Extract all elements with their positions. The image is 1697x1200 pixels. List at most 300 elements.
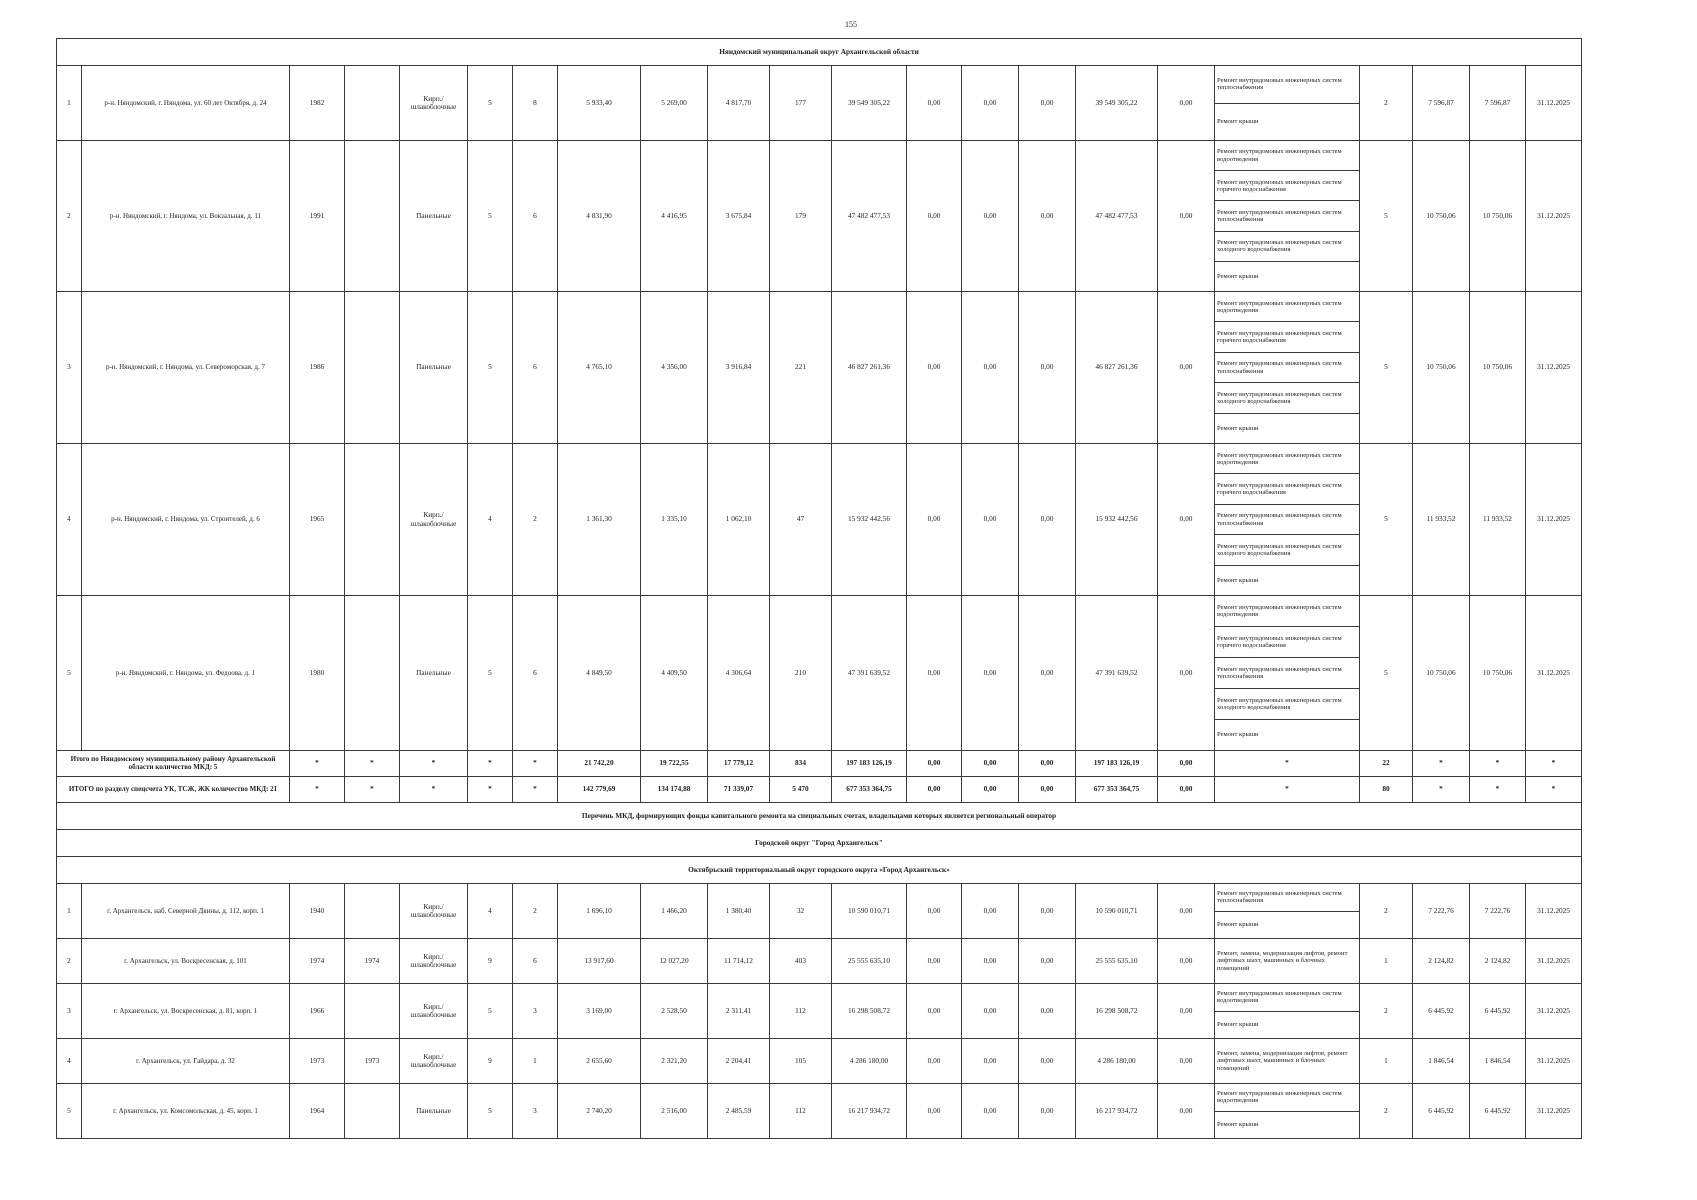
total-value: * <box>513 751 558 777</box>
work-item: Ремонт внутридомовых инженерных систем горячего водоснабжения <box>1215 171 1359 201</box>
living-area-all: 4 416,95 <box>641 141 708 292</box>
row-number: 3 <box>57 292 82 444</box>
floor-count: 9 <box>468 939 513 984</box>
work-item: Ремонт внутридомовых инженерных систем холодного водоснабжения <box>1215 383 1359 413</box>
year-rebuilt <box>345 444 400 596</box>
fund-3: 0,00 <box>1019 939 1076 984</box>
work-item: Ремонт внутридомовых инженерных систем водоотведения <box>1215 1084 1359 1112</box>
year-rebuilt: 1974 <box>345 939 400 984</box>
wall-material: Кирп./ шлакоблочные <box>400 1039 468 1084</box>
year-built: 1980 <box>290 596 345 751</box>
max-cost: 6 445,92 <box>1470 1084 1526 1139</box>
total-value: * <box>290 751 345 777</box>
work-item: Ремонт крыши <box>1217 1121 1259 1129</box>
resident-count: 105 <box>770 1039 832 1084</box>
house-address: г. Архангельск, ул. Воскресенская, д. 81, корп. 1 <box>82 984 290 1039</box>
works-count: 2 <box>1360 1084 1413 1139</box>
section-title: Октябрьский территориальный округ городского округа «Город Архангельск» <box>57 857 1582 884</box>
total-value: 5 470 <box>770 777 832 803</box>
works-list <box>1215 141 1360 292</box>
fund-2: 0,00 <box>962 939 1019 984</box>
fund-3: 0,00 <box>1019 292 1076 444</box>
works-list <box>1215 1084 1360 1139</box>
living-area-residential: 11 714,12 <box>708 939 770 984</box>
total-area: 13 917,60 <box>558 939 641 984</box>
wall-material: Кирп./ шлакоблочные <box>400 444 468 596</box>
living-area-all: 2 516,00 <box>641 1084 708 1139</box>
resident-count: 403 <box>770 939 832 984</box>
work-item: Ремонт внутридомовых инженерных систем водоотведения <box>1215 292 1359 322</box>
fund-2: 0,00 <box>962 292 1019 444</box>
owners-funds: 16 298 508,72 <box>1076 984 1158 1039</box>
works-stack <box>1215 66 1359 140</box>
year-built: 1986 <box>290 292 345 444</box>
end-date: 31.12.2025 <box>1526 1084 1582 1139</box>
wall-material: Панельные <box>400 292 468 444</box>
owners-funds: 16 217 934,72 <box>1076 1084 1158 1139</box>
row-number: 5 <box>57 596 82 751</box>
year-rebuilt <box>345 884 400 939</box>
works-count: 2 <box>1360 884 1413 939</box>
table-row <box>57 596 1582 751</box>
total-cost: 16 298 508,72 <box>832 984 907 1039</box>
fund-1: 0,00 <box>907 939 962 984</box>
living-area-residential: 1 062,10 <box>708 444 770 596</box>
table-row <box>57 1084 1582 1139</box>
total-value: 0,00 <box>962 777 1019 803</box>
fund-1: 0,00 <box>907 984 962 1039</box>
year-built: 1982 <box>290 66 345 141</box>
total-value: * <box>1413 751 1470 777</box>
row-number: 4 <box>57 1039 82 1084</box>
wall-material: Кирп./ шлакоблочные <box>400 984 468 1039</box>
section-title: Няндомский муниципальный округ Архангельской области <box>57 39 1582 66</box>
total-area: 1 696,10 <box>558 884 641 939</box>
total-value: * <box>468 777 513 803</box>
work-item: Ремонт внутридомовых инженерных систем водоотведения <box>1215 444 1359 474</box>
fund-3: 0,00 <box>1019 884 1076 939</box>
table-row <box>57 884 1582 939</box>
works-list <box>1215 292 1360 444</box>
fund-3: 0,00 <box>1019 596 1076 751</box>
entrance-count: 2 <box>513 444 558 596</box>
total-label: ИТОГО по разделу спецсчета УК, ТСЖ, ЖК количество МКД: 21 <box>57 777 290 803</box>
floor-count: 9 <box>468 1039 513 1084</box>
unit-cost: 0,00 <box>1158 66 1215 141</box>
specific-cost: 11 933,52 <box>1413 444 1470 596</box>
fund-2: 0,00 <box>962 984 1019 1039</box>
fund-1: 0,00 <box>907 1084 962 1139</box>
living-area-residential: 2 311,41 <box>708 984 770 1039</box>
work-item: Ремонт внутридомовых инженерных систем теплоснабжения <box>1215 884 1359 912</box>
fund-1: 0,00 <box>907 292 962 444</box>
fund-2: 0,00 <box>962 1084 1019 1139</box>
total-value: * <box>400 777 468 803</box>
work-item: Ремонт, замена, модернизация лифтов, ремонт лифтовых шахт, машинных и блочных помещений <box>1217 950 1348 972</box>
total-value: 80 <box>1360 777 1413 803</box>
works-list <box>1215 596 1360 751</box>
total-area: 2 740,20 <box>558 1084 641 1139</box>
works-stack <box>1215 884 1359 938</box>
total-area: 5 933,40 <box>558 66 641 141</box>
work-item: Ремонт внутридомовых инженерных систем теплоснабжения <box>1215 353 1359 383</box>
entrance-count: 1 <box>513 1039 558 1084</box>
resident-count: 47 <box>770 444 832 596</box>
total-value: * <box>1470 751 1526 777</box>
work-item: Ремонт внутридомовых инженерных систем теплоснабжения <box>1215 505 1359 535</box>
works-stack <box>1215 444 1359 595</box>
row-number: 2 <box>57 939 82 984</box>
living-area-all: 4 409,50 <box>641 596 708 751</box>
floor-count: 5 <box>468 66 513 141</box>
total-value: 677 353 364,75 <box>832 777 907 803</box>
owners-funds: 4 286 180,00 <box>1076 1039 1158 1084</box>
row-number: 1 <box>57 884 82 939</box>
owners-funds: 47 391 639,52 <box>1076 596 1158 751</box>
row-number: 5 <box>57 1084 82 1139</box>
work-item: Ремонт внутридомовых инженерных систем водоотведения <box>1215 984 1359 1012</box>
total-value: * <box>345 777 400 803</box>
works-count: 5 <box>1360 292 1413 444</box>
total-row <box>57 751 1582 777</box>
year-rebuilt: 1973 <box>345 1039 400 1084</box>
works-count: 1 <box>1360 939 1413 984</box>
table-row <box>57 141 1582 292</box>
total-cost: 47 482 477,53 <box>832 141 907 292</box>
total-value: 17 779,12 <box>708 751 770 777</box>
end-date: 31.12.2025 <box>1526 444 1582 596</box>
row-number: 1 <box>57 66 82 141</box>
specific-cost: 10 750,06 <box>1413 292 1470 444</box>
works-count: 2 <box>1360 66 1413 141</box>
works-count: 2 <box>1360 984 1413 1039</box>
year-rebuilt <box>345 1084 400 1139</box>
total-area: 4 765,10 <box>558 292 641 444</box>
end-date: 31.12.2025 <box>1526 884 1582 939</box>
total-value: * <box>1215 777 1360 803</box>
house-address: г. Архангельск, наб. Северной Двины, д. 112, корп. 1 <box>82 884 290 939</box>
works-list <box>1215 66 1360 141</box>
works-list <box>1215 444 1360 596</box>
unit-cost: 0,00 <box>1158 1084 1215 1139</box>
floor-count: 5 <box>468 596 513 751</box>
wall-material: Кирп./ шлакоблочные <box>400 66 468 141</box>
fund-2: 0,00 <box>962 884 1019 939</box>
fund-1: 0,00 <box>907 884 962 939</box>
total-value: 197 183 126,19 <box>832 751 907 777</box>
works-stack <box>1215 1039 1359 1083</box>
fund-1: 0,00 <box>907 596 962 751</box>
table-row <box>57 292 1582 444</box>
fund-3: 0,00 <box>1019 984 1076 1039</box>
floor-count: 5 <box>468 984 513 1039</box>
year-built: 1940 <box>290 884 345 939</box>
section-title: Перечень МКД, формирующих фонды капитального ремонта на специальных счетах, владельцами которых является региональный оператор <box>57 803 1582 830</box>
floor-count: 5 <box>468 141 513 292</box>
total-value: * <box>1526 777 1582 803</box>
owners-funds: 15 932 442,56 <box>1076 444 1158 596</box>
entrance-count: 6 <box>513 141 558 292</box>
total-value: * <box>1526 751 1582 777</box>
unit-cost: 0,00 <box>1158 596 1215 751</box>
total-cost: 25 555 635,10 <box>832 939 907 984</box>
table-row <box>57 444 1582 596</box>
end-date: 31.12.2025 <box>1526 939 1582 984</box>
fund-2: 0,00 <box>962 596 1019 751</box>
row-number: 3 <box>57 984 82 1039</box>
wall-material: Кирп./ шлакоблочные <box>400 939 468 984</box>
total-area: 4 849,50 <box>558 596 641 751</box>
total-area: 2 655,60 <box>558 1039 641 1084</box>
living-area-residential: 3 916,84 <box>708 292 770 444</box>
work-item: Ремонт внутридомовых инженерных систем водоотведения <box>1215 596 1359 627</box>
work-item: Ремонт внутридомовых инженерных систем холодного водоснабжения <box>1215 689 1359 720</box>
end-date: 31.12.2025 <box>1526 66 1582 141</box>
year-built: 1974 <box>290 939 345 984</box>
fund-2: 0,00 <box>962 66 1019 141</box>
works-list <box>1215 984 1360 1039</box>
year-built: 1964 <box>290 1084 345 1139</box>
house-address: г. Архангельск, ул. Гайдара, д. 32 <box>82 1039 290 1084</box>
entrance-count: 2 <box>513 884 558 939</box>
fund-1: 0,00 <box>907 1039 962 1084</box>
year-built: 1973 <box>290 1039 345 1084</box>
end-date: 31.12.2025 <box>1526 984 1582 1039</box>
max-cost: 11 933,52 <box>1470 444 1526 596</box>
living-area-residential: 2 204,41 <box>708 1039 770 1084</box>
total-value: 21 742,20 <box>558 751 641 777</box>
resident-count: 177 <box>770 66 832 141</box>
house-address: р-н. Няндомский, г. Няндома, ул. Федоова, д. 1 <box>82 596 290 751</box>
work-item: Ремонт внутридомовых инженерных систем теплоснабжения <box>1215 201 1359 231</box>
house-address: р-н. Няндомский, г. Няндома, ул. Вокзальная, д. 11 <box>82 141 290 292</box>
end-date: 31.12.2025 <box>1526 292 1582 444</box>
floor-count: 4 <box>468 444 513 596</box>
total-cost: 15 932 442,56 <box>832 444 907 596</box>
total-area: 3 169,00 <box>558 984 641 1039</box>
table-body <box>57 39 1582 1139</box>
total-value: * <box>468 751 513 777</box>
floor-count: 5 <box>468 292 513 444</box>
total-value: 71 339,07 <box>708 777 770 803</box>
works-count: 5 <box>1360 141 1413 292</box>
entrance-count: 6 <box>513 292 558 444</box>
year-rebuilt <box>345 292 400 444</box>
resident-count: 179 <box>770 141 832 292</box>
total-value: 22 <box>1360 751 1413 777</box>
specific-cost: 1 846,54 <box>1413 1039 1470 1084</box>
owners-funds: 39 549 305,22 <box>1076 66 1158 141</box>
group-header-row <box>57 39 1582 66</box>
page-number: 155 <box>845 20 857 29</box>
total-value: * <box>1413 777 1470 803</box>
fund-3: 0,00 <box>1019 141 1076 292</box>
end-date: 31.12.2025 <box>1526 596 1582 751</box>
owners-funds: 10 590 010,71 <box>1076 884 1158 939</box>
total-cost: 47 391 639,52 <box>832 596 907 751</box>
total-value: 0,00 <box>1158 751 1215 777</box>
owners-funds: 25 555 635,10 <box>1076 939 1158 984</box>
work-item: Ремонт крыши <box>1217 424 1259 432</box>
unit-cost: 0,00 <box>1158 984 1215 1039</box>
total-value: 0,00 <box>907 751 962 777</box>
fund-1: 0,00 <box>907 66 962 141</box>
table-row <box>57 984 1582 1039</box>
total-value: 0,00 <box>962 751 1019 777</box>
unit-cost: 0,00 <box>1158 1039 1215 1084</box>
work-item: Ремонт крыши <box>1217 921 1259 929</box>
entrance-count: 8 <box>513 66 558 141</box>
living-area-residential: 4 817,70 <box>708 66 770 141</box>
living-area-all: 1 466,20 <box>641 884 708 939</box>
living-area-all: 1 335,10 <box>641 444 708 596</box>
total-value: * <box>290 777 345 803</box>
living-area-all: 5 269,00 <box>641 66 708 141</box>
works-stack <box>1215 1084 1359 1138</box>
row-number: 4 <box>57 444 82 596</box>
unit-cost: 0,00 <box>1158 141 1215 292</box>
works-stack <box>1215 984 1359 1038</box>
max-cost: 2 124,82 <box>1470 939 1526 984</box>
total-label: Итого по Няндомскому муниципальному району Архангельской области количество МКД: 5 <box>57 751 290 777</box>
specific-cost: 2 124,82 <box>1413 939 1470 984</box>
wall-material: Кирп./ шлакоблочные <box>400 884 468 939</box>
capital-repair-table <box>56 38 1582 1139</box>
unit-cost: 0,00 <box>1158 444 1215 596</box>
year-rebuilt <box>345 141 400 292</box>
living-area-residential: 3 675,84 <box>708 141 770 292</box>
work-item: Ремонт внутридомовых инженерных систем теплоснабжения <box>1215 66 1359 104</box>
fund-2: 0,00 <box>962 1039 1019 1084</box>
total-value: 0,00 <box>1158 777 1215 803</box>
total-value: * <box>1470 777 1526 803</box>
total-row <box>57 777 1582 803</box>
max-cost: 10 750,06 <box>1470 141 1526 292</box>
total-value: 0,00 <box>1019 777 1076 803</box>
living-area-residential: 4 306,64 <box>708 596 770 751</box>
total-value: 0,00 <box>907 777 962 803</box>
section-heading-row <box>57 830 1582 857</box>
living-area-all: 4 356,00 <box>641 292 708 444</box>
work-item: Ремонт внутридомовых инженерных систем горячего водоснабжения <box>1215 322 1359 352</box>
fund-3: 0,00 <box>1019 1039 1076 1084</box>
resident-count: 210 <box>770 596 832 751</box>
total-value: 19 722,55 <box>641 751 708 777</box>
specific-cost: 10 750,06 <box>1413 596 1470 751</box>
house-address: г. Архангельск, ул. Комсомольская, д. 45, корп. 1 <box>82 1084 290 1139</box>
end-date: 31.12.2025 <box>1526 141 1582 292</box>
total-value: 677 353 364,75 <box>1076 777 1158 803</box>
row-number: 2 <box>57 141 82 292</box>
living-area-all: 12 027,20 <box>641 939 708 984</box>
year-built: 1966 <box>290 984 345 1039</box>
max-cost: 1 846,54 <box>1470 1039 1526 1084</box>
entrance-count: 6 <box>513 596 558 751</box>
work-item: Ремонт внутридомовых инженерных систем водоотведения <box>1215 141 1359 171</box>
works-stack <box>1215 939 1359 983</box>
total-cost: 46 827 261,36 <box>832 292 907 444</box>
specific-cost: 6 445,92 <box>1413 984 1470 1039</box>
fund-1: 0,00 <box>907 444 962 596</box>
house-address: г. Архангельск, ул. Воскресенская, д. 101 <box>82 939 290 984</box>
total-value: * <box>1215 751 1360 777</box>
fund-3: 0,00 <box>1019 66 1076 141</box>
year-rebuilt <box>345 66 400 141</box>
work-item: Ремонт внутридомовых инженерных систем горячего водоснабжения <box>1215 627 1359 658</box>
entrance-count: 3 <box>513 1084 558 1139</box>
total-value: 0,00 <box>1019 751 1076 777</box>
max-cost: 7 596,87 <box>1470 66 1526 141</box>
wall-material: Панельные <box>400 141 468 292</box>
fund-1: 0,00 <box>907 141 962 292</box>
max-cost: 10 750,06 <box>1470 292 1526 444</box>
year-built: 1965 <box>290 444 345 596</box>
specific-cost: 6 445,92 <box>1413 1084 1470 1139</box>
total-cost: 10 590 010,71 <box>832 884 907 939</box>
total-value: * <box>400 751 468 777</box>
work-item: Ремонт крыши <box>1217 118 1259 126</box>
work-item: Ремонт крыши <box>1217 576 1259 584</box>
year-rebuilt <box>345 984 400 1039</box>
work-item: Ремонт, замена, модернизация лифтов, ремонт лифтовых шахт, машинных и блочных помещений <box>1217 1050 1348 1072</box>
resident-count: 32 <box>770 884 832 939</box>
works-count: 5 <box>1360 596 1413 751</box>
work-item: Ремонт крыши <box>1217 272 1259 280</box>
living-area-residential: 2 485,59 <box>708 1084 770 1139</box>
total-value: 142 779,69 <box>558 777 641 803</box>
living-area-residential: 1 380,40 <box>708 884 770 939</box>
living-area-all: 2 528,50 <box>641 984 708 1039</box>
works-count: 1 <box>1360 1039 1413 1084</box>
year-rebuilt <box>345 596 400 751</box>
unit-cost: 0,00 <box>1158 292 1215 444</box>
owners-funds: 46 827 261,36 <box>1076 292 1158 444</box>
total-cost: 4 286 180,00 <box>832 1039 907 1084</box>
max-cost: 10 750,06 <box>1470 596 1526 751</box>
work-item: Ремонт внутридомовых инженерных систем холодного водоснабжения <box>1215 535 1359 565</box>
entrance-count: 3 <box>513 984 558 1039</box>
works-stack <box>1215 292 1359 443</box>
resident-count: 112 <box>770 984 832 1039</box>
fund-3: 0,00 <box>1019 444 1076 596</box>
works-count: 5 <box>1360 444 1413 596</box>
total-area: 4 831,90 <box>558 141 641 292</box>
works-list <box>1215 884 1360 939</box>
work-item: Ремонт внутридомовых инженерных систем холодного водоснабжения <box>1215 232 1359 262</box>
works-list <box>1215 939 1360 984</box>
total-cost: 39 549 305,22 <box>832 66 907 141</box>
entrance-count: 6 <box>513 939 558 984</box>
floor-count: 5 <box>468 1084 513 1139</box>
fund-2: 0,00 <box>962 141 1019 292</box>
total-area: 1 361,30 <box>558 444 641 596</box>
table-row <box>57 1039 1582 1084</box>
year-built: 1991 <box>290 141 345 292</box>
wall-material: Панельные <box>400 596 468 751</box>
work-item: Ремонт крыши <box>1217 1021 1259 1029</box>
total-value: * <box>345 751 400 777</box>
works-list <box>1215 1039 1360 1084</box>
total-value: 834 <box>770 751 832 777</box>
works-stack <box>1215 141 1359 291</box>
max-cost: 6 445,92 <box>1470 984 1526 1039</box>
house-address: р-н. Няндомский, г. Няндома, ул. Североморская, д. 7 <box>82 292 290 444</box>
wall-material: Панельные <box>400 1084 468 1139</box>
table-row <box>57 939 1582 984</box>
resident-count: 112 <box>770 1084 832 1139</box>
floor-count: 4 <box>468 884 513 939</box>
work-item: Ремонт крыши <box>1217 731 1259 739</box>
